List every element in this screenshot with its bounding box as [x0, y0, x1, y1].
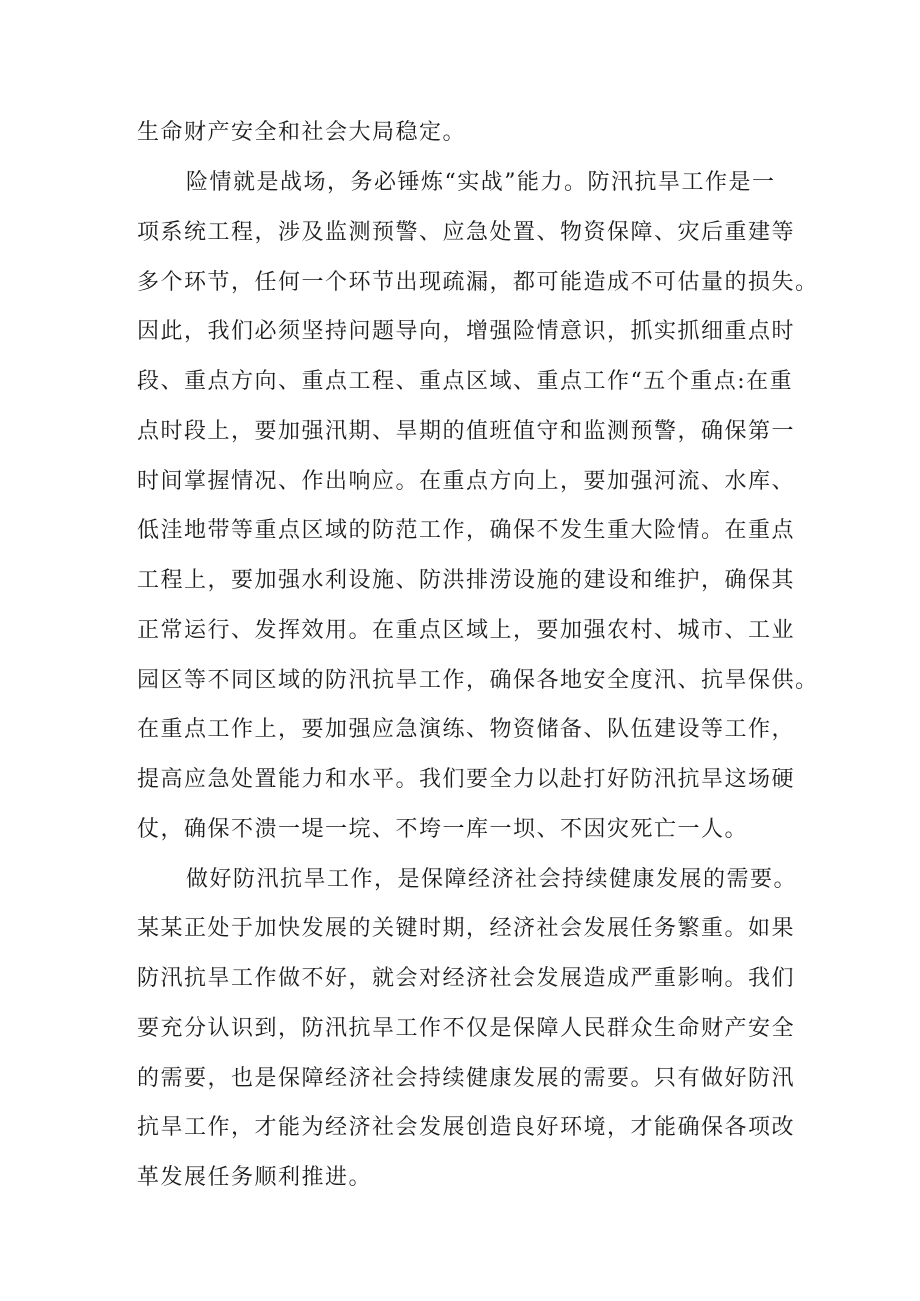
text-line: 险情就是战场，务必锤炼“实战”能力。防汛抗旱工作是一 — [186, 170, 776, 195]
text-line: 在重点工作上，要加强应急演练、物资储备、队伍建设等工作， — [137, 717, 796, 742]
text-line: 革发展任务顺利推进。 — [137, 1165, 373, 1190]
text-line: 提高应急处置能力和水平。我们要全力以赴打好防汛抗旱这场硬 — [137, 767, 796, 792]
text-line: 时间掌握情况、作出响应。在重点方向上，要加强河流、水库、 — [137, 469, 796, 494]
text-line: 项系统工程，涉及监测预警、应急处置、物资保障、灾后重建等 — [137, 220, 796, 245]
text-line: 抗旱工作，才能为经济社会发展创造良好环境，才能确保各项改 — [137, 1115, 796, 1140]
text-line: 园区等不同区域的防汛抗旱工作，确保各地安全度汛、抗旱保供。 — [137, 668, 819, 693]
text-line: 段、重点方向、重点工程、重点区域、重点工作“五个重点:在重 — [137, 369, 794, 394]
text-line: 工程上，要加强水利设施、防洪排涝设施的建设和维护，确保其 — [137, 568, 796, 593]
text-line: 多个环节，任何一个环节出现疏漏，都可能造成不可估量的损失。 — [137, 270, 819, 295]
text-line: 点时段上，要加强汛期、旱期的值班值守和监测预警，确保第一 — [137, 419, 796, 444]
text-line: 防汛抗旱工作做不好，就会对经济社会发展造成严重影响。我们 — [137, 966, 796, 991]
text-line: 的需要，也是保障经济社会持续健康发展的需要。只有做好防汛 — [137, 1066, 796, 1091]
text-line: 仗，确保不溃一堤一垸、不垮一库一坝、不因灾死亡一人。 — [137, 817, 749, 842]
text-line: 因此，我们必须坚持问题导向，增强险情意识，抓实抓细重点时 — [137, 319, 796, 344]
text-line: 正常运行、发挥效用。在重点区域上，要加强农村、城市、工业 — [137, 618, 796, 643]
text-line: 做好防汛抗旱工作，是保障经济社会持续健康发展的需要。 — [186, 867, 798, 892]
text-line: 生命财产安全和社会大局稳定。 — [137, 120, 467, 145]
text-line: 要充分认识到，防汛抗旱工作不仅是保障人民群众生命财产安全 — [137, 1016, 796, 1041]
text-line: 某某正处于加快发展的关键时期，经济社会发展任务繁重。如果 — [137, 916, 796, 941]
text-line: 低洼地带等重点区域的防范工作，确保不发生重大险情。在重点 — [137, 518, 796, 543]
